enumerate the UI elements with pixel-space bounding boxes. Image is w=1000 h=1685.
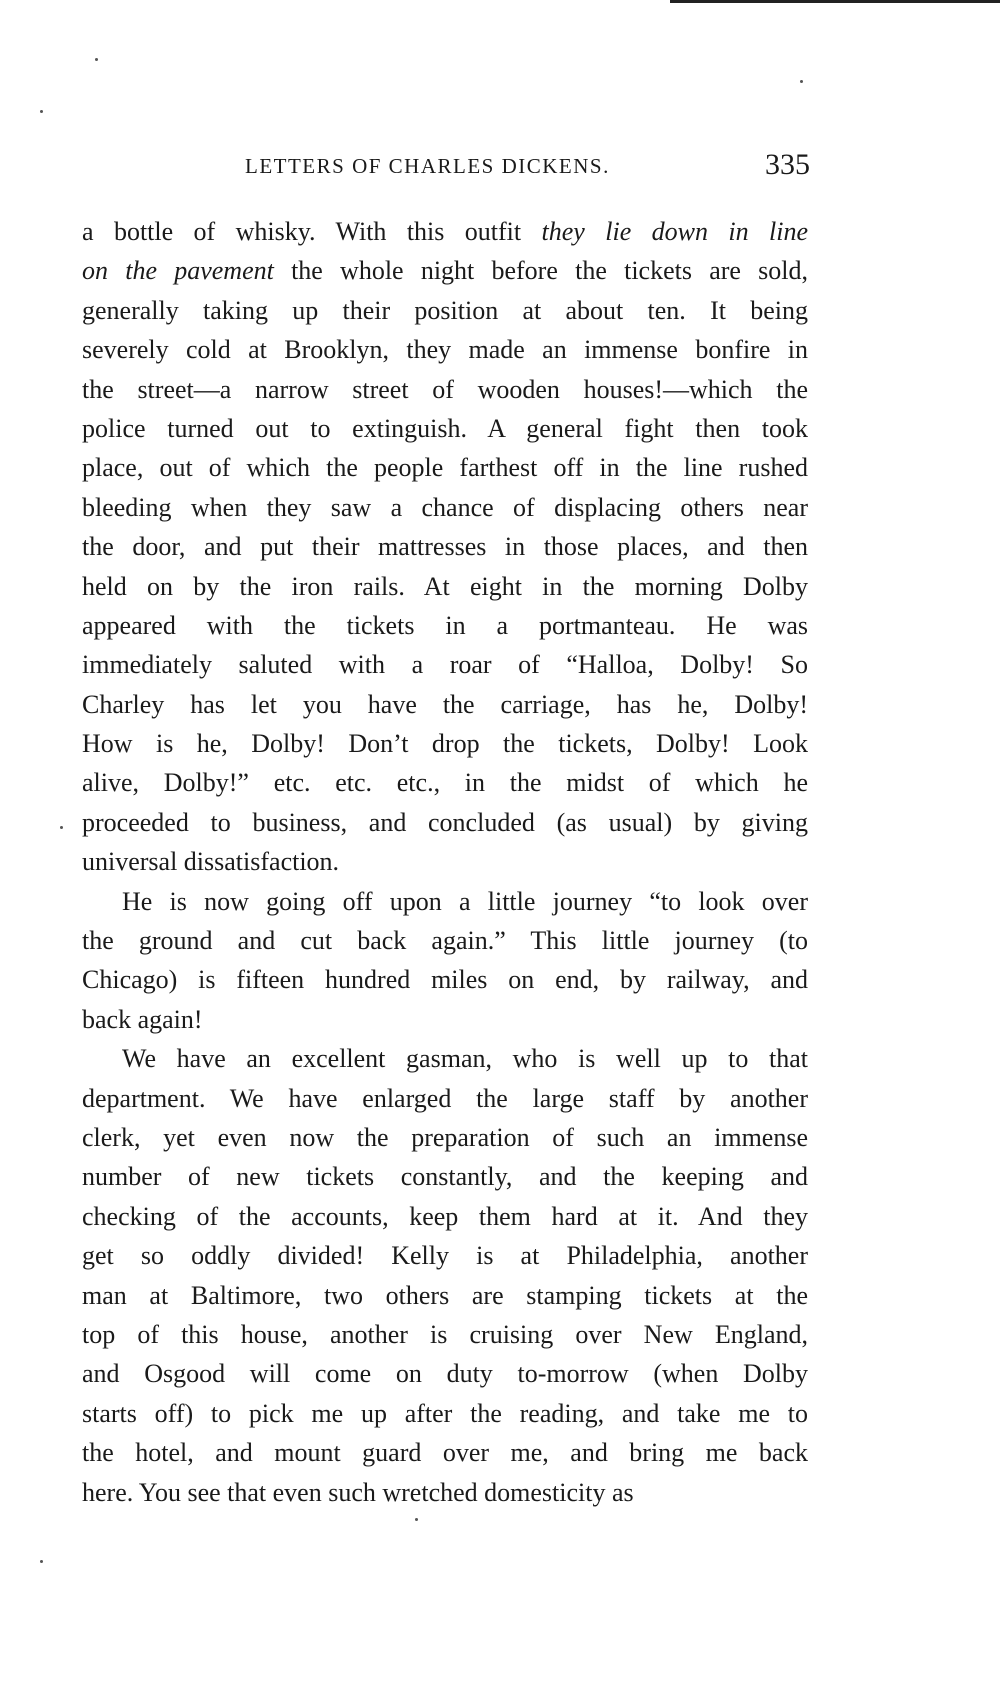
line-text: held on by the iron rails. At eight in the morning Dolby: [82, 571, 808, 601]
text-line: [82, 1354, 808, 1393]
running-title: LETTERS OF CHARLES DICKENS.: [245, 154, 610, 178]
text-line: [82, 724, 808, 763]
paper-speck: [415, 1518, 418, 1521]
line-text: appeared with the tickets in a portmanteau. He was: [82, 610, 808, 640]
text-line: [82, 685, 808, 724]
text-line: [82, 1118, 808, 1157]
text-line: [82, 1236, 808, 1275]
text-line: [82, 527, 808, 566]
text-line: [82, 763, 808, 802]
line-text: here. You see that even such wretched domesticity as: [82, 1477, 634, 1507]
line-text: How is he, Dolby! Don’t drop the tickets, Dolby! Look: [82, 729, 808, 759]
text-line: [82, 882, 808, 921]
text-line: [82, 1473, 808, 1512]
text-line: [82, 803, 808, 842]
text-line: [82, 1315, 808, 1354]
line-text: immediately saluted with a roar of “Halloa, Dolby! So: [82, 650, 808, 680]
line-text: Charley has let you have the carriage, has he, Dolby!: [82, 689, 808, 719]
text-line: [82, 606, 808, 645]
paper-speck: [60, 826, 63, 829]
text-line: [82, 1157, 808, 1196]
italic-text: on the pavement: [82, 256, 274, 286]
paper-speck: [40, 110, 43, 113]
text-line: [82, 251, 808, 290]
line-text: bleeding when they saw a chance of displacing others near: [82, 492, 808, 522]
line-text: starts off) to pick me up after the reading, and take me to: [82, 1398, 808, 1428]
text-line: [82, 330, 808, 369]
line-text: the street—a narrow street of wooden houses!—which the: [82, 374, 808, 404]
body-text: [82, 212, 808, 1512]
text-line: [82, 488, 808, 527]
paper-speck: [95, 58, 98, 61]
text-line: [82, 1276, 808, 1315]
text-line: [82, 1039, 808, 1078]
line-text: checking of the accounts, keep them hard at it. And they: [82, 1201, 808, 1231]
line-text: the whole night before the tickets are sold,: [273, 256, 808, 286]
page-header: [80, 148, 810, 188]
text-line: [82, 1394, 808, 1433]
text-line: [82, 567, 808, 606]
text-line: [82, 1079, 808, 1118]
line-text: alive, Dolby!” etc. etc. etc., in the midst of which he: [82, 768, 808, 798]
line-text: back again!: [82, 1004, 203, 1034]
italic-text: they lie down in line: [541, 217, 808, 246]
paragraph: [82, 212, 808, 882]
line-text: Chicago) is fifteen hundred miles on end, by railway, and: [82, 965, 808, 995]
text-line: [82, 212, 808, 251]
top-edge-rule: [670, 0, 1000, 3]
line-text: man at Baltimore, two others are stamping tickets at the: [82, 1280, 808, 1310]
line-text: clerk, yet even now the preparation of such an immense: [82, 1122, 808, 1152]
line-text: the hotel, and mount guard over me, and bring me back: [82, 1438, 808, 1468]
text-line: [82, 1433, 808, 1472]
line-text: severely cold at Brooklyn, they made an immense bonfire in: [82, 335, 808, 365]
paper-speck: [800, 80, 803, 83]
line-text: the ground and cut back again.” This little journey (to: [82, 926, 808, 956]
line-text: number of new tickets constantly, and the keeping and: [82, 1162, 808, 1192]
line-text: place, out of which the people farthest off in the line rushed: [82, 453, 808, 483]
line-text: and Osgood will come on duty to-morrow (when Dolby: [82, 1359, 808, 1389]
text-line: [82, 921, 808, 960]
text-line: [82, 1000, 808, 1039]
text-line: [82, 842, 808, 881]
text-line: [82, 645, 808, 684]
line-text: police turned out to extinguish. A general fight then took: [82, 413, 808, 443]
line-text: top of this house, another is cruising over New England,: [82, 1319, 808, 1349]
line-text: He is now going off upon a little journey “to look over: [122, 886, 808, 916]
line-text: We have an excellent gasman, who is well up to that: [122, 1044, 808, 1074]
text-line: [82, 448, 808, 487]
page-number: 335: [765, 148, 810, 181]
text-line: [82, 291, 808, 330]
line-text: a bottle of whisky. With this outfit: [82, 217, 542, 246]
text-line: [82, 960, 808, 999]
text-line: [82, 1197, 808, 1236]
line-text: proceeded to business, and concluded (as usual) by giving: [82, 807, 808, 837]
line-text: generally taking up their position at about ten. It being: [82, 295, 808, 325]
text-line: [82, 370, 808, 409]
line-text: department. We have enlarged the large staff by another: [82, 1083, 808, 1113]
line-text: get so oddly divided! Kelly is at Philadelphia, another: [82, 1241, 808, 1271]
paper-speck: [40, 1560, 43, 1563]
text-line: [82, 409, 808, 448]
paragraph: [82, 1039, 808, 1512]
line-text: the door, and put their mattresses in those places, and then: [82, 532, 808, 562]
paragraph: [82, 882, 808, 1040]
line-text: universal dissatisfaction.: [82, 847, 340, 877]
